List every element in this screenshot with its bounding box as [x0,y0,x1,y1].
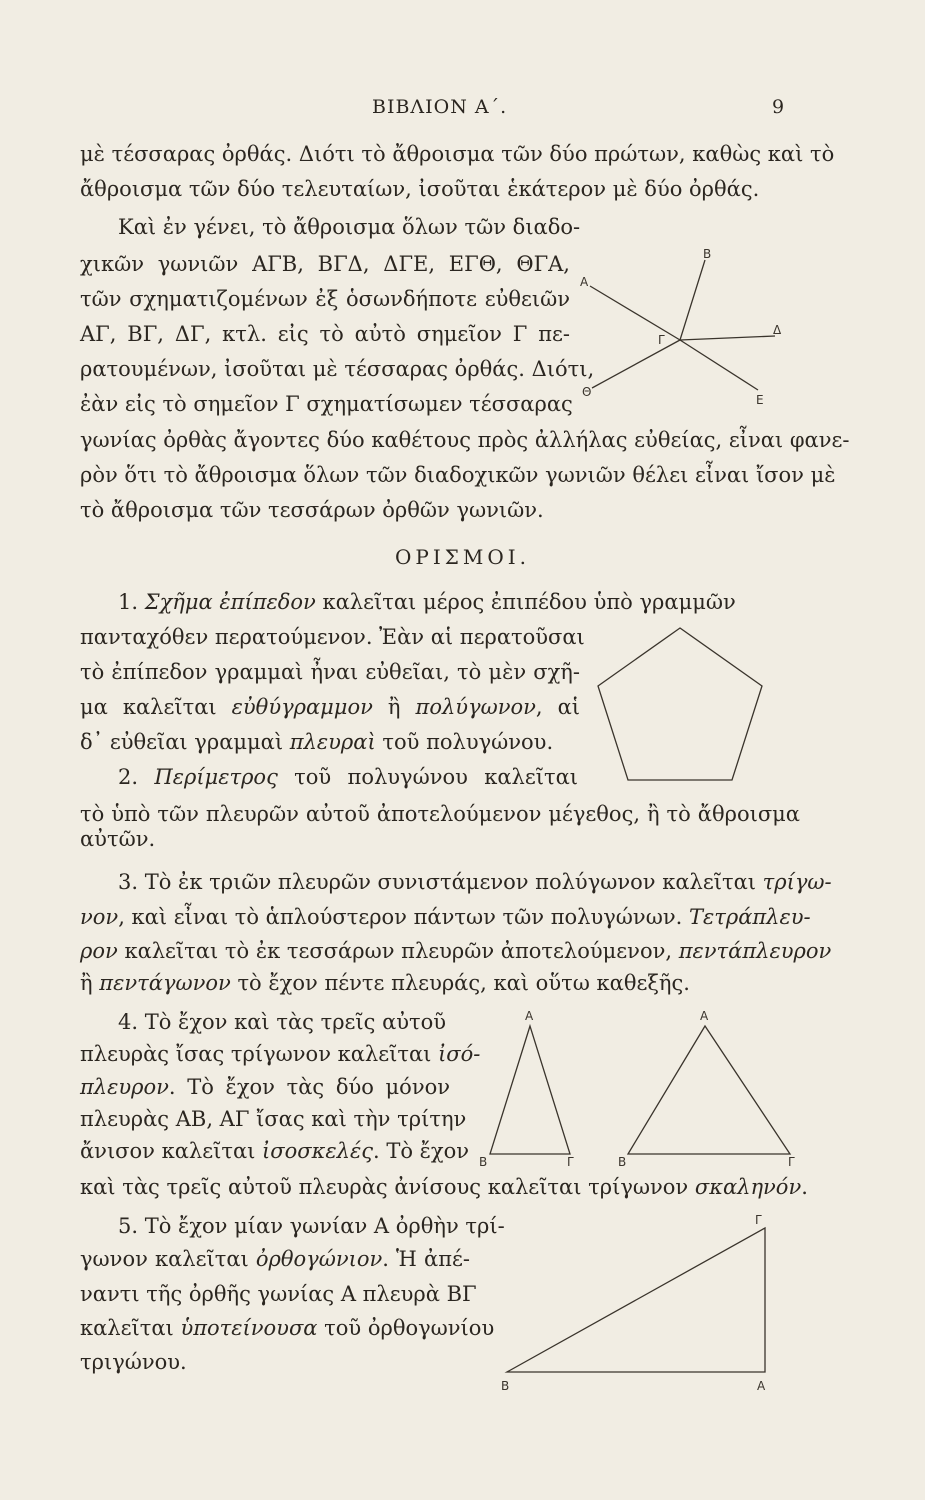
definition-1-line: μα καλεῖται εὐθύγραμμον ἢ πολύγωνον, αἱ [80,695,581,719]
label-B: Β [501,1379,510,1393]
definition-3-line: νον, καὶ εἶναι τὸ ἁπλούστερον πάντων τῶν πολυγώνων. Τετράπλευ- [80,905,811,929]
text-line: πανταχόθεν περατούμενον. Ἐὰν αἱ περατοῦσαι [80,625,585,649]
text-line: ΑΓ, ΒΓ, ΔΓ, κτλ. εἰς τὸ αὐτὸ σημεῖον Γ πε- [80,322,570,346]
text-line: αὐτῶν. [80,827,156,851]
section-title: ΟΡΙΣΜΟΙ. [394,545,531,569]
label-B: Β [703,247,712,261]
definition-4-line: πλευρὰς ἴσας τρίγωνον καλεῖται ἰσό- [80,1042,481,1066]
running-head: ΒΙΒΛΙΟΝ Α΄. [372,96,508,118]
text-line: χικῶν γωνιῶν ΑΓΒ, ΒΓΔ, ΔΓΕ, ΕΓΘ, ΘΓΑ, [80,252,570,276]
right-triangle-figure [495,1210,785,1400]
text-line: τὸ ὑπὸ τῶν πλευρῶν αὐτοῦ ἀποτελούμενον μέγεθος, ἢ τὸ ἄθροισμα [80,802,800,826]
definition-5-line: γωνον καλεῖται ὀρθογώνιον. Ἡ ἀπέ- [80,1247,470,1271]
label-C: Γ [755,1213,762,1227]
def-number: 3. [118,870,139,894]
definition-4-line: ἄνισον καλεῖται ἰσοσκελές. Τὸ ἔχον [80,1139,470,1163]
label-C: Γ [658,333,665,347]
definition-5-line: 5. Τὸ ἔχον μίαν γωνίαν Α ὀρθὴν τρί- [118,1214,505,1238]
definition-3-line: 3. Τὸ ἐκ τριῶν πλευρῶν συνιστάμενον πολύγωνον καλεῖται τρίγω- [118,870,832,894]
text-line: τριγώνου. [80,1350,187,1374]
label-A: Α [700,1009,709,1023]
angles-figure [570,238,800,408]
label-B: Β [479,1155,488,1169]
label-T: Θ [582,385,592,399]
definition-4-line: πλευρον. Τὸ ἔχον τὰς δύο μόνον [80,1075,450,1099]
definition-4-line: 4. Τὸ ἔχον καὶ τὰς τρεῖς αὐτοῦ [118,1010,447,1034]
page-number: 9 [772,96,786,118]
definition-4-line: καὶ τὰς τρεῖς αὐτοῦ πλευρὰς ἀνίσους καλεῖται τρίγωνον σκαληνόν. [80,1175,808,1199]
text-line: ἐὰν εἰς τὸ σημεῖον Γ σχηματίσωμεν τέσσαρας [80,392,573,416]
definition-3-line: ἢ πεντάγωνον τὸ ἔχον πέντε πλευράς, καὶ οὕτω καθεξῆς. [80,971,690,995]
def-number: 2. [118,765,139,789]
text-line: ναντι τῆς ὀρθῆς γωνίας Α πλευρὰ ΒΓ [80,1282,477,1306]
label-A: Α [525,1009,534,1023]
label-C: Γ [788,1155,795,1169]
text-line: τὸ ἄθροισμα τῶν τεσσάρων ὀρθῶν γωνιῶν. [80,498,544,522]
pentagon-figure [590,620,770,790]
label-A: Α [580,275,589,289]
label-A: Α [757,1379,766,1393]
scalene-triangle-figure [610,1008,810,1168]
definition-5-line: καλεῖται ὑποτείνουσα τοῦ ὀρθογωνίου [80,1316,495,1340]
text-line: ρατουμένων, ἰσοῦται μὲ τέσσαρας ὀρθάς. Διότι, [80,357,595,381]
label-C: Γ [567,1155,574,1169]
definition-1-line: 1. Σχῆμα ἐπίπεδον καλεῖται μέρος ἐπιπέδου ὑπὸ γραμμῶν [118,590,736,614]
text-line: πλευρὰς ΑΒ, ΑΓ ἴσας καὶ τὴν τρίτην [80,1107,467,1131]
text-line: τὸ ἐπίπεδον γραμμαὶ ἦναι εὐθεῖαι, τὸ μὲν σχῆ- [80,660,580,684]
isosceles-triangle-figure [475,1008,585,1168]
text-line: ἄθροισμα τῶν δύο τελευταίων, ἰσοῦται ἑκάτερον μὲ δύο ὀρθάς. [80,177,760,201]
text-line: Καὶ ἐν γένει, τὸ ἄθροισμα ὅλων τῶν διαδο- [118,215,581,239]
text-line: μὲ τέσσαρας ὀρθάς. Διότι τὸ ἄθροισμα τῶν δύο πρώτων, καθὼς καὶ τὸ [80,142,835,166]
label-B: Β [618,1155,627,1169]
term-schema: Σχῆμα ἐπίπεδον [144,590,316,614]
def-number: 4. [118,1010,139,1034]
label-E: Ε [756,393,764,407]
text-line: τῶν σχηματιζομένων ἐξ ὁσωνδήποτε εὐθειῶν [80,287,570,311]
def-number: 5. [118,1214,139,1238]
text-line: γωνίας ὀρθὰς ἄγοντες δύο καθέτους πρὸς ἀλλήλας εὐθείας, εἶναι φανε- [80,428,850,452]
text-line: ρὸν ὅτι τὸ ἄθροισμα ὅλων τῶν διαδοχικῶν γωνιῶν θέλει εἶναι ἴσον μὲ [80,463,836,487]
def-number: 1. [118,590,139,614]
definition-1-line: δ᾿ εὐθεῖαι γραμμαὶ πλευραὶ τοῦ πολυγώνου. [80,730,554,754]
definition-2-line: 2. Περίμετρος τοῦ πολυγώνου καλεῖται [118,765,578,789]
label-D: Δ [773,323,782,337]
definition-3-line: ρον καλεῖται τὸ ἐκ τεσσάρων πλευρῶν ἀποτελούμενον, πεντάπλευρον [80,939,832,963]
